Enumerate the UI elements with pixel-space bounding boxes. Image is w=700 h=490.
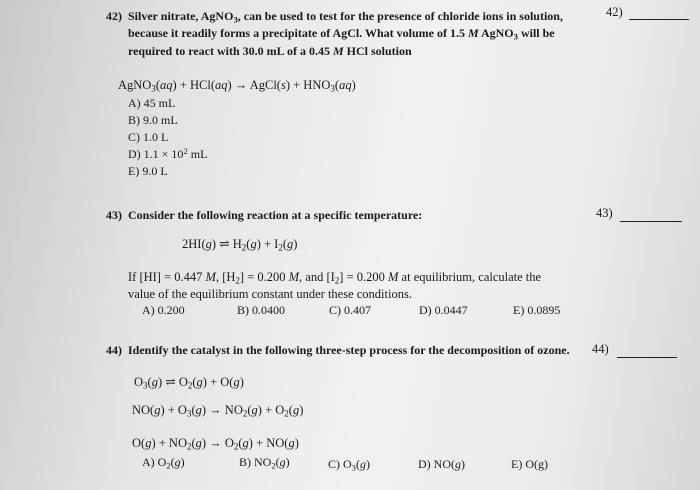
q42-option-e[interactable]: E) 9.0 L — [128, 164, 168, 178]
q43-option-c[interactable]: C) 0.407 — [329, 303, 371, 317]
q42-option-a[interactable]: A) 45 mL — [128, 96, 176, 110]
q43-given-line1: If [HI] = 0.447 M, $[H_2] = 0.200$ M, and $[I_2] = 0.200$ M at equilibrium, calculate the — [128, 270, 542, 286]
q43-option-d[interactable]: D) 0.0447 — [419, 303, 468, 317]
q43-option-a[interactable]: A) 0.200 — [142, 303, 185, 317]
q44-number: 44) — [106, 343, 122, 357]
q43-answer-label: 43) — [596, 206, 613, 220]
q42-answer-blank[interactable] — [629, 19, 689, 20]
q43-equation: 2HI(g) ⇌ $H_2(g) + I_2(g)$ — [182, 237, 298, 253]
q43-stem: Consider the following reaction at a specific temperature: — [128, 208, 423, 222]
q42-stem-line2: because it readily forms a precipitate of AgCl. What volume of 1.5 M AgNO$_3$ will be — [128, 26, 555, 42]
q44-option-b[interactable]: B) $NO_2(g)$ — [239, 455, 290, 471]
q44-option-e[interactable]: E) O(g) — [511, 457, 548, 471]
q44-answer-blank[interactable] — [617, 357, 677, 358]
q44-step-2: $NO(g) + O_3(g) \to NO_2(g) + O_2(g)$ — [132, 403, 304, 419]
q44-option-a[interactable]: A) $O_2(g)$ — [142, 455, 185, 471]
q43-answer-blank[interactable] — [620, 221, 682, 222]
q42-equation: AgNO$_3$(aq) + HCl(aq) → AgCl(s) + $HNO_3(aq)$ — [118, 78, 356, 94]
q42-number: 42) — [106, 9, 122, 23]
q42-option-b[interactable]: B) 9.0 mL — [128, 113, 178, 127]
q44-option-d[interactable]: D) NO(g) — [418, 457, 465, 471]
q42-stem-line1: Silver nitrate, AgNO$_3$, can be used to test for the presence of chloride ions in solution, — [128, 9, 563, 25]
q43-option-b[interactable]: B) 0.0400 — [237, 303, 285, 317]
q42-answer-label: 42) — [606, 5, 623, 19]
q43-option-e[interactable]: E) 0.0895 — [513, 303, 561, 317]
q43-number: 43) — [106, 208, 122, 222]
q44-answer-label: 44) — [592, 342, 609, 356]
q43-given-line2: value of the equilibrium constant under these conditions. — [128, 287, 412, 301]
q44-option-c[interactable]: C) $O_3(g)$ — [328, 457, 370, 473]
q44-step-1: $O_3(g)$ ⇌ $O_2(g) + O(g)$ — [134, 375, 244, 391]
q44-step-3: $O(g) + NO_2(g) \to O_2(g) + NO(g)$ — [132, 436, 299, 452]
q42-stem-line3: required to react with 30.0 mL of a 0.45 M HCl solution — [128, 44, 412, 58]
q42-option-d[interactable]: D) $1.1 \times 10^2$ mL — [128, 146, 208, 161]
q42-option-c[interactable]: C) 1.0 L — [128, 130, 169, 144]
q44-stem: Identify the catalyst in the following three-step process for the decomposition of ozone. — [128, 343, 570, 357]
